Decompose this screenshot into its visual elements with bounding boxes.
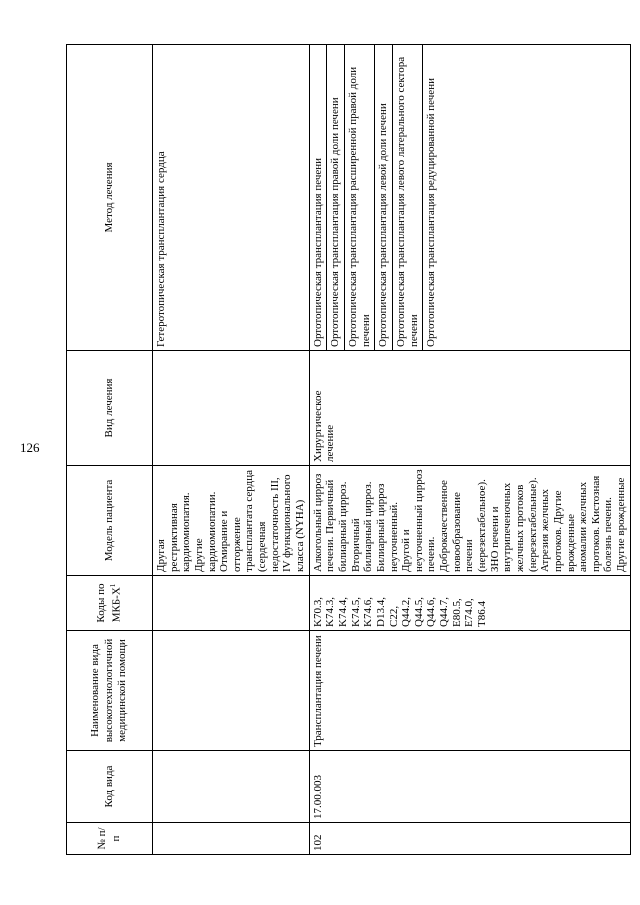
cell-code [153,751,310,823]
cell-name [153,631,310,751]
cell-method: Гетеротопическая трансплантация сердца [153,45,310,351]
cell-mkb [153,576,310,631]
cell-kind [153,351,310,466]
method-item: Ортотопическая трансплантация расширенной правой доли печени [345,45,375,350]
header-mkb-text: Коды по МКБ-Х [94,583,123,623]
header-name: Наименование вида высокотехнологичной медицинской помощи [67,631,153,751]
header-model: Модель пациента [67,466,153,576]
header-row [67,45,153,855]
treatment-table [66,44,631,855]
cell-model: Алкогольный цирроз печени. Первичный билиарный цирроз. Вторичный билиарный цирроз. Билиарный цирроз неуточненный. Другой и неуточненный цирроз печени. Доброкачественное новообразование печени (нерезектабельное). ЗНО печени и внутрипеченочных желчных протоков (нерезектабельные). Атрезия желчных протоков. Другие врожденные аномалии желчных протоков. Кистозная болезнь печени. Другие врожденные [309,466,630,576]
cell-kind: Хирургическое лечение [309,351,630,466]
table-row [309,45,630,855]
header-mkb-footnote: 1 [108,583,117,588]
cell-methods [309,45,630,351]
method-item: Ортотопическая трансплантация редуцированной печени [425,78,438,347]
method-item: Ортотопическая трансплантация левой доли печени [375,45,393,350]
header-mkb [67,576,153,631]
cell-name: Трансплантация печени [309,631,630,751]
cell-model: Другая рестриктивная кардиомиопатия. Другие кардиомиопатии. Отмирание и отторжение трансплантата сердца (сердечная недостаточность III, IV функционального класса (NYHA) [153,466,310,576]
rotated-table-page [66,45,628,855]
cell-num: 102 [309,823,630,855]
cell-code: 17.00.003 [309,751,630,823]
header-code: Код вида [67,751,153,823]
cell-num [153,823,310,855]
header-num: № п/п [67,823,153,855]
header-kind: Вид лечения [67,351,153,466]
cell-mkb: K70.3, K74.3, K74.4, K74.5, K74.6, D13.4, C22, Q44.2, Q44.5, Q44.6, Q44.7, E80.5, E74.0, T86.4 [309,576,630,631]
page-number: 126 [20,440,40,455]
header-method: Метод лечения [67,45,153,351]
method-item: Ортотопическая трансплантация правой доли печени [327,45,345,350]
table-row [153,45,310,855]
method-item: Ортотопическая трансплантация печени [310,45,328,350]
method-item: Ортотопическая трансплантация левого латерального сектора печени [393,45,423,350]
